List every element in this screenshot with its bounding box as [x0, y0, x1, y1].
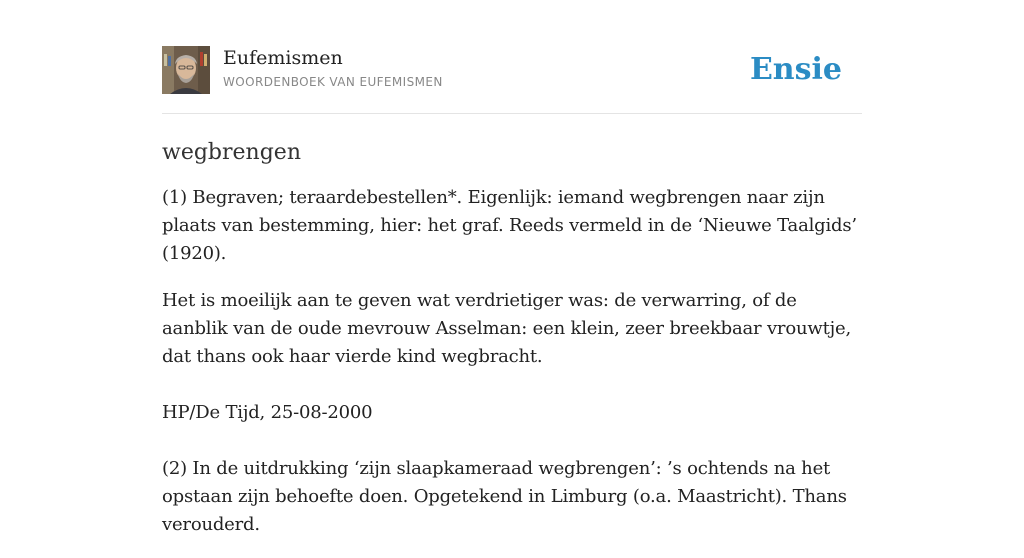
quote-text: Het is moeilijk aan te geven wat verdrietiger was: de verwarring, of de aanblik van de oude mevrouw Asselman: een klein, zeer breekbaar vrouwtje, dat thans ook haar vierde kind wegbracht. [162, 290, 851, 367]
author-name[interactable]: Eufemismen [223, 47, 343, 69]
definition-1: (1) Begraven; teraardebestellen*. Eigenlijk: iemand wegbrengen naar zijn plaats van bestemming, hier: het graf. Reeds vermeld in de ‘Nieuwe Taalgids’ (1920). [162, 187, 857, 264]
entry-title: wegbrengen [162, 140, 301, 165]
entry-content [162, 140, 862, 558]
definition-2: (2) In de uitdrukking ‘zijn slaapkameraad wegbrengen’: ’s ochtends na het opstaan zijn behoefte doen. Opgetekend in Limburg (o.a. Maastricht). Thans verouderd. [162, 458, 847, 535]
header-divider [162, 113, 862, 114]
author-subtitle: WOORDENBOEK VAN EUFEMISMEN [223, 75, 443, 89]
brand-logo-link[interactable]: Ensie [749, 52, 842, 87]
quote-block [162, 287, 862, 427]
avatar[interactable] [162, 46, 210, 94]
author-photo-icon [162, 46, 210, 94]
header [162, 46, 862, 96]
quote-source: HP/De Tijd, 25-08-2000 [162, 402, 373, 423]
